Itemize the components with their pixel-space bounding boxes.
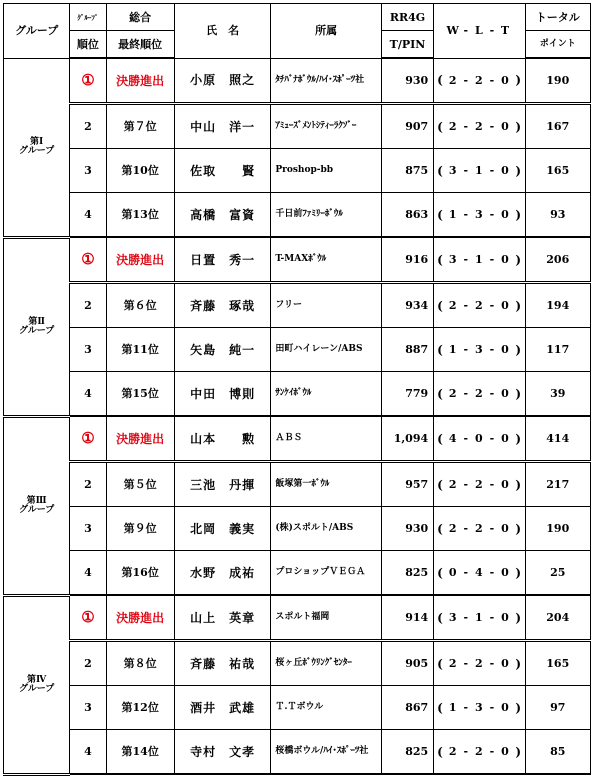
dash: - [486, 58, 498, 104]
wins: 2 [446, 283, 460, 328]
header-points-top: トータル [525, 4, 590, 31]
final-rank: 第11位 [106, 328, 174, 372]
table-row [4, 730, 591, 775]
table-row [4, 237, 591, 283]
wins: 3 [446, 595, 460, 641]
ties: 0 [498, 328, 512, 372]
paren-open: ( [434, 149, 446, 193]
final-rank: 第13位 [106, 193, 174, 238]
group-label-line2: グループ [19, 325, 55, 336]
player-name: 小原 照之 [174, 58, 270, 104]
losses: 2 [472, 641, 486, 686]
dash: - [460, 104, 472, 149]
ties: 0 [498, 730, 512, 775]
final-rank: 第６位 [106, 283, 174, 328]
table-row [4, 416, 591, 462]
paren-close: ) [512, 372, 525, 417]
group-rank: 3 [70, 686, 106, 730]
ties: 0 [498, 58, 512, 104]
dash: - [486, 595, 498, 641]
wins: 2 [446, 730, 460, 775]
paren-close: ) [512, 237, 525, 283]
results-table [3, 3, 591, 776]
group-rank: 2 [70, 283, 106, 328]
dash: - [486, 686, 498, 730]
header-affiliation: 所属 [271, 4, 382, 59]
ties: 0 [498, 551, 512, 596]
total-points: 204 [525, 595, 590, 641]
paren-close: ) [512, 507, 525, 551]
group-rank: 4 [70, 372, 106, 417]
dash: - [460, 686, 472, 730]
losses: 1 [472, 595, 486, 641]
header-total-bottom: 最終順位 [106, 31, 174, 59]
header-rr-bottom: T/PIN [381, 31, 433, 59]
total-points: 117 [525, 328, 590, 372]
affiliation: プロショップＶＥＧＡ [271, 551, 382, 596]
pin-total: 916 [381, 237, 433, 283]
group-label [4, 595, 70, 774]
total-points: 165 [525, 149, 590, 193]
group-label-line1: 第Ⅳ [27, 674, 47, 685]
wins: 2 [446, 462, 460, 507]
losses: 0 [472, 416, 486, 462]
paren-open: ( [434, 686, 446, 730]
wins: 1 [446, 193, 460, 238]
group-rank: 3 [70, 328, 106, 372]
paren-close: ) [512, 104, 525, 149]
wins: 2 [446, 58, 460, 104]
dash: - [486, 328, 498, 372]
dash: - [460, 641, 472, 686]
dash: - [460, 730, 472, 775]
total-points: 194 [525, 283, 590, 328]
ties: 0 [498, 641, 512, 686]
affiliation: ｱﾐｭｰｽﾞﾒﾝﾄｼﾃｨｰﾗｸｿﾞｰ [271, 104, 382, 149]
paren-close: ) [512, 641, 525, 686]
pin-total: 905 [381, 641, 433, 686]
ties: 0 [498, 462, 512, 507]
total-points: 217 [525, 462, 590, 507]
wins: 2 [446, 104, 460, 149]
final-rank: 決勝進出 [106, 595, 174, 641]
header-l: L [472, 4, 486, 59]
affiliation: 桜ヶ丘ﾎﾞｳﾘﾝｸﾞｾﾝﾀｰ [271, 641, 382, 686]
paren-close: ) [512, 193, 525, 238]
paren-close: ) [512, 416, 525, 462]
paren-close: ) [512, 551, 525, 596]
final-rank: 第10位 [106, 149, 174, 193]
affiliation: 田町ハイレーン/ABS [271, 328, 382, 372]
group-rank: 2 [70, 104, 106, 149]
table-row [4, 104, 591, 149]
losses: 4 [472, 551, 486, 596]
total-points: 414 [525, 416, 590, 462]
wins: 1 [446, 686, 460, 730]
total-points: 25 [525, 551, 590, 596]
group-rank: ① [70, 237, 106, 283]
dash: - [460, 328, 472, 372]
table-row [4, 551, 591, 596]
paren-close: ) [512, 58, 525, 104]
pin-total: 934 [381, 283, 433, 328]
paren-open: ( [434, 641, 446, 686]
player-name: 斉藤 祐哉 [174, 641, 270, 686]
header-rr-top: RR4G [381, 4, 433, 31]
table-row [4, 372, 591, 417]
ties: 0 [498, 237, 512, 283]
player-name: 水野 成祐 [174, 551, 270, 596]
header-w: W [446, 4, 460, 59]
group-rank: ① [70, 595, 106, 641]
group-label-line2: グループ [19, 683, 55, 694]
player-name: 日置 秀一 [174, 237, 270, 283]
paren-close: ) [512, 730, 525, 775]
header-points-bottom: ポイント [525, 31, 590, 59]
dash: - [460, 149, 472, 193]
player-name: 山上 英章 [174, 595, 270, 641]
ties: 0 [498, 149, 512, 193]
header-group: グループ [4, 4, 70, 59]
ties: 0 [498, 686, 512, 730]
paren-open: ( [434, 595, 446, 641]
player-name: 三池 丹揮 [174, 462, 270, 507]
table-row [4, 462, 591, 507]
total-points: 206 [525, 237, 590, 283]
losses: 2 [472, 372, 486, 417]
losses: 1 [472, 237, 486, 283]
dash: - [486, 730, 498, 775]
paren-open: ( [434, 328, 446, 372]
paren-open: ( [434, 283, 446, 328]
ties: 0 [498, 193, 512, 238]
table-row [4, 507, 591, 551]
paren-close: ) [512, 462, 525, 507]
losses: 2 [472, 462, 486, 507]
table-row [4, 283, 591, 328]
paren-open: ( [434, 58, 446, 104]
paren-close: ) [512, 283, 525, 328]
dash: - [486, 193, 498, 238]
pin-total: 875 [381, 149, 433, 193]
final-rank: 決勝進出 [106, 416, 174, 462]
dash: - [486, 462, 498, 507]
player-name: 高橋 富資 [174, 193, 270, 238]
paren-open: ( [434, 372, 446, 417]
dash: - [460, 372, 472, 417]
losses: 2 [472, 507, 486, 551]
wins: 2 [446, 372, 460, 417]
affiliation: 千日前ﾌｧﾐﾘｰﾎﾞｳﾙ [271, 193, 382, 238]
player-name: 中田 博則 [174, 372, 270, 417]
group-label [4, 237, 70, 416]
dash: - [460, 237, 472, 283]
player-name: 酒井 武雄 [174, 686, 270, 730]
paren-open: ( [434, 551, 446, 596]
losses: 2 [472, 730, 486, 775]
player-name: 寺村 文孝 [174, 730, 270, 775]
affiliation: T-MAXﾎﾞｳﾙ [271, 237, 382, 283]
wins: 3 [446, 237, 460, 283]
ties: 0 [498, 372, 512, 417]
header-t: T [498, 4, 512, 59]
pin-total: 930 [381, 507, 433, 551]
paren-close: ) [512, 686, 525, 730]
final-rank: 第16位 [106, 551, 174, 596]
pin-total: 914 [381, 595, 433, 641]
player-name: 北岡 義実 [174, 507, 270, 551]
ties: 0 [498, 416, 512, 462]
paren-open: ( [434, 730, 446, 775]
wins: 2 [446, 641, 460, 686]
dash: - [460, 283, 472, 328]
paren-open: ( [434, 104, 446, 149]
final-rank: 第８位 [106, 641, 174, 686]
table-row [4, 686, 591, 730]
affiliation: Proshop-bb [271, 149, 382, 193]
dash: - [486, 507, 498, 551]
pin-total: 887 [381, 328, 433, 372]
header-row-1 [4, 4, 591, 31]
table-row [4, 58, 591, 104]
final-rank: 第９位 [106, 507, 174, 551]
dash: - [486, 641, 498, 686]
final-rank: 第15位 [106, 372, 174, 417]
group-rank: 2 [70, 641, 106, 686]
dash: - [486, 372, 498, 417]
group-rank: ① [70, 416, 106, 462]
group-label [4, 416, 70, 595]
group-label-line2: グループ [19, 146, 55, 156]
paren-open: ( [434, 462, 446, 507]
losses: 2 [472, 58, 486, 104]
wins: 4 [446, 416, 460, 462]
player-name: 矢島 純一 [174, 328, 270, 372]
pin-total: 907 [381, 104, 433, 149]
dash: - [486, 551, 498, 596]
losses: 1 [472, 149, 486, 193]
dash: - [486, 237, 498, 283]
final-rank: 第７位 [106, 104, 174, 149]
table-row [4, 193, 591, 238]
total-points: 85 [525, 730, 590, 775]
dash: - [460, 193, 472, 238]
table-row [4, 641, 591, 686]
pin-total: 930 [381, 58, 433, 104]
header-dash-2: - [486, 4, 498, 59]
dash: - [460, 58, 472, 104]
group-rank: ① [70, 58, 106, 104]
header-total-top: 総合 [106, 4, 174, 31]
group-rank: 3 [70, 149, 106, 193]
dash: - [460, 462, 472, 507]
ties: 0 [498, 104, 512, 149]
wins: 0 [446, 551, 460, 596]
losses: 2 [472, 283, 486, 328]
final-rank: 決勝進出 [106, 237, 174, 283]
header-name: 氏 名 [174, 4, 270, 59]
pin-total: 779 [381, 372, 433, 417]
pin-total: 863 [381, 193, 433, 238]
wins: 2 [446, 507, 460, 551]
losses: 3 [472, 328, 486, 372]
total-points: 165 [525, 641, 590, 686]
dash: - [460, 595, 472, 641]
affiliation: フリー [271, 283, 382, 328]
player-name: 中山 洋一 [174, 104, 270, 149]
total-points: 39 [525, 372, 590, 417]
player-name: 斉藤 琢哉 [174, 283, 270, 328]
dash: - [486, 149, 498, 193]
table-row [4, 595, 591, 641]
total-points: 97 [525, 686, 590, 730]
group-rank: 3 [70, 507, 106, 551]
ties: 0 [498, 283, 512, 328]
paren-open: ( [434, 507, 446, 551]
pin-total: 825 [381, 730, 433, 775]
dash: - [460, 551, 472, 596]
pin-total: 825 [381, 551, 433, 596]
group-rank: 2 [70, 462, 106, 507]
dash: - [460, 416, 472, 462]
header-dash-1: - [460, 4, 472, 59]
affiliation: ｻﾝｹｲﾎﾞｳﾙ [271, 372, 382, 417]
paren-open: ( [434, 416, 446, 462]
paren-close: ) [512, 595, 525, 641]
player-name: 山本 勲 [174, 416, 270, 462]
total-points: 167 [525, 104, 590, 149]
paren-close: ) [512, 328, 525, 372]
header-group-rank-top: ｸﾞﾙｰﾌﾟ [70, 4, 106, 31]
affiliation: ＡＢＳ [271, 416, 382, 462]
losses: 2 [472, 104, 486, 149]
affiliation: Ｔ.Ｔボウル [271, 686, 382, 730]
final-rank: 第５位 [106, 462, 174, 507]
pin-total: 867 [381, 686, 433, 730]
affiliation: ﾀﾁﾊﾞﾅﾎﾞｳﾙ/ﾊｲ･ｽﾎﾟｰﾂ社 [271, 58, 382, 104]
group-label [4, 58, 70, 237]
paren-open: ( [434, 193, 446, 238]
dash: - [486, 283, 498, 328]
dash: - [460, 507, 472, 551]
final-rank: 第12位 [106, 686, 174, 730]
affiliation: (株)スポルト/ABS [271, 507, 382, 551]
paren-open: ( [434, 237, 446, 283]
affiliation: スポルト福岡 [271, 595, 382, 641]
table-row [4, 328, 591, 372]
total-points: 190 [525, 58, 590, 104]
group-rank: 4 [70, 193, 106, 238]
group-rank: 4 [70, 730, 106, 775]
ties: 0 [498, 507, 512, 551]
losses: 3 [472, 686, 486, 730]
ties: 0 [498, 595, 512, 641]
affiliation: 飯塚第一ﾎﾞｳﾙ [271, 462, 382, 507]
player-name: 佐取 賢 [174, 149, 270, 193]
group-rank: 4 [70, 551, 106, 596]
dash: - [486, 416, 498, 462]
dash: - [486, 104, 498, 149]
losses: 3 [472, 193, 486, 238]
pin-total: 957 [381, 462, 433, 507]
pin-total: 1,094 [381, 416, 433, 462]
total-points: 93 [525, 193, 590, 238]
total-points: 190 [525, 507, 590, 551]
wins: 3 [446, 149, 460, 193]
wins: 1 [446, 328, 460, 372]
affiliation: 桜橋ボウル/ﾊｲ･ｽﾎﾟｰﾂ社 [271, 730, 382, 775]
final-rank: 第14位 [106, 730, 174, 775]
final-rank: 決勝進出 [106, 58, 174, 104]
group-label-line1: 第Ⅱ [28, 316, 45, 327]
paren-close: ) [512, 149, 525, 193]
group-label-line2: グループ [19, 504, 55, 515]
header-group-rank-bottom: 順位 [70, 31, 106, 59]
group-label-line1: 第Ⅲ [26, 495, 47, 506]
table-row [4, 149, 591, 193]
group-label-line1: 第Ⅰ [30, 137, 44, 147]
